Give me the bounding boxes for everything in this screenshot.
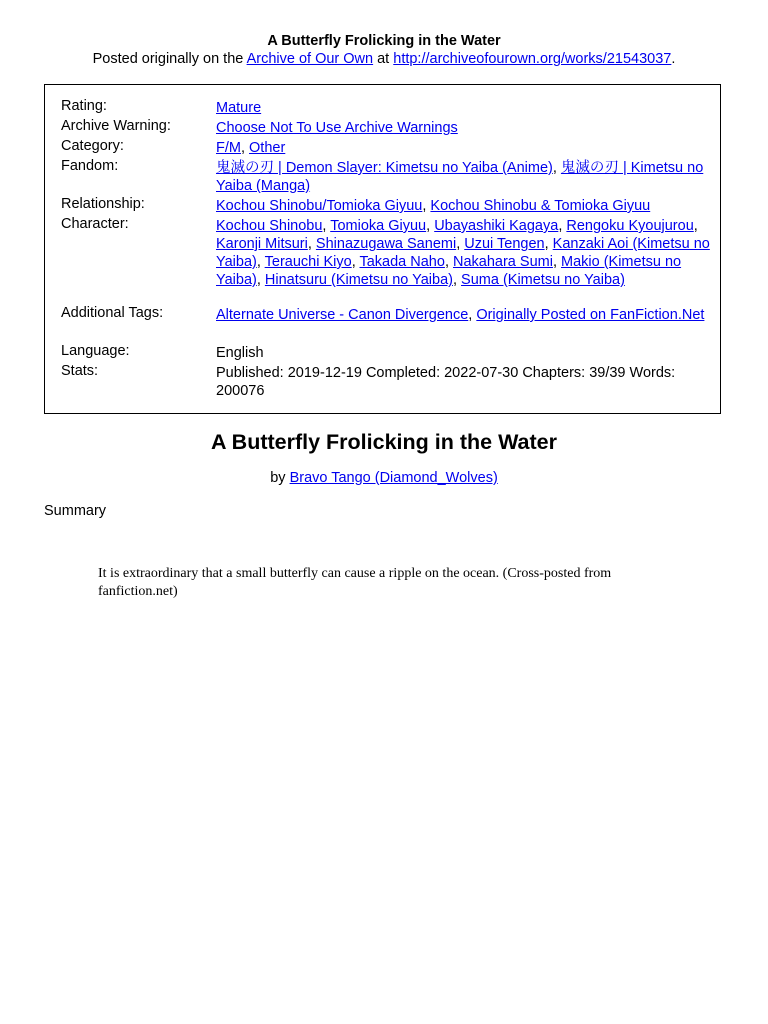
language-label: Language: [61, 343, 130, 359]
tag-link[interactable]: Kochou Shinobu [216, 218, 323, 234]
posted-originally-line [0, 50, 768, 68]
work-metadata-box [44, 84, 721, 414]
separator: , [240, 140, 250, 156]
posted-prefix: Posted originally on the [92, 51, 247, 67]
by-prefix: by [270, 470, 290, 486]
separator: , [452, 272, 462, 288]
separator: , [426, 218, 435, 234]
separator: , [422, 198, 431, 214]
separator: , [693, 218, 698, 234]
tag-link[interactable]: 鬼滅の刃 | Kimetsu no Yaiba (Manga) [216, 160, 704, 194]
tag-link[interactable]: Suma (Kimetsu no Yaiba) [461, 272, 625, 288]
tag-link[interactable]: Shinazugawa Sanemi [315, 236, 457, 252]
tag-link[interactable]: Choose Not To Use Archive Warnings [216, 120, 458, 136]
relationship-value [216, 197, 711, 215]
separator: , [256, 272, 265, 288]
fandom-value [216, 159, 711, 195]
tag-link[interactable]: Takada Naho [359, 254, 445, 270]
separator: , [444, 254, 453, 270]
author-link[interactable]: Bravo Tango (Diamond_Wolves) [289, 470, 498, 486]
separator: , [544, 236, 553, 252]
tag-link[interactable]: Karonji Mitsuri [216, 236, 308, 252]
separator: , [552, 160, 561, 176]
rating-value [216, 99, 711, 117]
fandom-label: Fandom: [61, 158, 119, 174]
additional-tags-label: Additional Tags: [61, 305, 164, 321]
archive-warning-value [216, 119, 711, 137]
tag-link[interactable]: F/M [216, 140, 241, 156]
tag-link[interactable]: Tomioka Giyuu [330, 218, 427, 234]
tag-link[interactable]: Makio (Kimetsu no Yaiba) [216, 254, 682, 288]
stats-label: Stats: [61, 363, 99, 379]
byline [0, 469, 768, 487]
language-value: English [216, 345, 264, 361]
tag-link[interactable]: Ubayashiki Kagaya [434, 218, 559, 234]
tag-link[interactable]: Kochou Shinobu/Tomioka Giyuu [216, 198, 423, 214]
work-title: A Butterfly Frolicking in the Water [210, 430, 557, 454]
tag-link[interactable]: Mature [216, 100, 262, 116]
separator: , [351, 254, 360, 270]
category-value [216, 139, 711, 157]
tag-link[interactable]: Originally Posted on FanFiction.Net [476, 307, 705, 323]
end-punct: . [671, 51, 676, 67]
summary-text: It is extraordinary that a small butterfly can cause a ripple on the ocean. (Cross-posted from fanfiction.net) [98, 566, 612, 599]
work-url-link[interactable]: http://archiveofourown.org/works/21543037 [393, 51, 672, 67]
relationship-label: Relationship: [61, 196, 145, 212]
character-value [216, 217, 711, 289]
summary-heading: Summary [44, 503, 107, 519]
tag-link[interactable]: Terauchi Kiyo [264, 254, 352, 270]
category-label: Category: [61, 138, 124, 154]
tag-link[interactable]: Kanzaki Aoi (Kimetsu no Yaiba) [216, 236, 710, 270]
rating-label: Rating: [61, 98, 107, 114]
character-label: Character: [61, 216, 129, 232]
additional-tags-value [216, 306, 711, 324]
separator: , [552, 254, 561, 270]
tag-link[interactable]: Rengoku Kyoujurou [566, 218, 694, 234]
tag-link[interactable]: Uzui Tengen [464, 236, 545, 252]
archive-link[interactable]: Archive of Our Own [246, 51, 374, 67]
at-text: at [373, 51, 394, 67]
document-header-title: A Butterfly Frolicking in the Water [267, 33, 501, 49]
separator: , [468, 307, 477, 323]
tag-link[interactable]: Nakahara Sumi [453, 254, 553, 270]
tag-link[interactable]: Other [249, 140, 286, 156]
tag-link[interactable]: 鬼滅の刃 | Demon Slayer: Kimetsu no Yaiba (Anime) [216, 160, 553, 176]
separator: , [558, 218, 567, 234]
separator: , [322, 218, 331, 234]
separator: , [256, 254, 265, 270]
tag-link[interactable]: Alternate Universe - Canon Divergence [216, 307, 469, 323]
stats-value: Published: 2019-12-19 Completed: 2022-07-30 Chapters: 39/39 Words: 200076 [216, 365, 676, 399]
tag-link[interactable]: Hinatsuru (Kimetsu no Yaiba) [264, 272, 453, 288]
archive-warning-label: Archive Warning: [61, 118, 171, 134]
tag-link[interactable]: Kochou Shinobu & Tomioka Giyuu [430, 198, 651, 214]
separator: , [307, 236, 316, 252]
separator: , [456, 236, 465, 252]
